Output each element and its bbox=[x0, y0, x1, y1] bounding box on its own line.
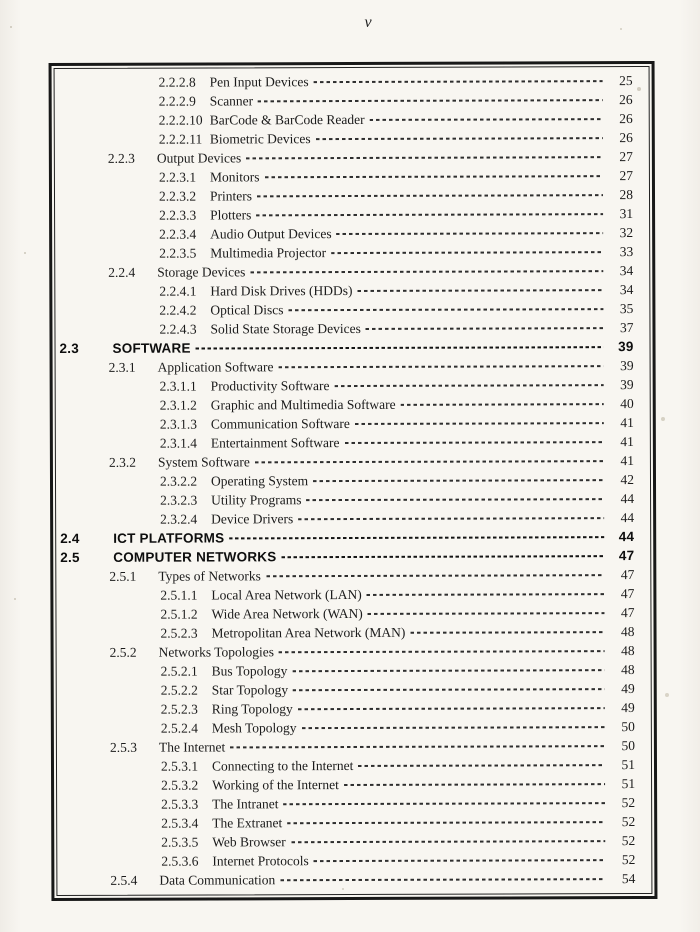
toc-entry-number: 2.5.3.2 bbox=[161, 777, 199, 793]
toc-entry-page: 50 bbox=[621, 719, 635, 735]
toc-row bbox=[56, 603, 650, 624]
toc-entry-title: Device Drivers bbox=[211, 511, 294, 527]
toc-entry-page: 47 bbox=[618, 548, 635, 564]
toc-entry-number: 2.2.4.2 bbox=[159, 302, 197, 318]
toc-row bbox=[55, 147, 649, 168]
toc-row bbox=[55, 242, 649, 263]
toc-entry-number: 2.3.2.2 bbox=[159, 473, 198, 489]
toc-entry-title: Scanner bbox=[209, 93, 254, 109]
toc-entry-number: 2.5.2.3 bbox=[160, 625, 198, 641]
toc-entry-number: 2.3.1.4 bbox=[159, 435, 198, 451]
toc-entry-page: 37 bbox=[619, 320, 634, 336]
toc-row bbox=[57, 679, 651, 700]
toc-entry-page: 25 bbox=[619, 73, 633, 89]
toc-entry-number: 2.2.2.8 bbox=[158, 74, 196, 90]
toc-entry-number: 2.2.3.4 bbox=[159, 226, 197, 242]
toc-entry-title: Ring Topology bbox=[211, 701, 293, 717]
toc-row bbox=[57, 717, 651, 738]
dot-leader bbox=[335, 384, 604, 387]
toc-row bbox=[55, 223, 649, 244]
toc-entry-title: Multimedia Projector bbox=[210, 245, 327, 261]
toc-entry-title: Local Area Network (LAN) bbox=[211, 586, 362, 603]
toc-row bbox=[56, 527, 650, 548]
toc-entry-title: Communication Software bbox=[210, 416, 350, 432]
dot-leader bbox=[316, 137, 603, 140]
toc-entry-number: 2.2.3.2 bbox=[158, 188, 197, 204]
toc-entry-number: 2.2.3 bbox=[107, 150, 135, 166]
toc-entry-number: 2.3.1.2 bbox=[159, 397, 197, 413]
dot-leader bbox=[368, 612, 605, 615]
toc-entry-page: 39 bbox=[618, 339, 634, 355]
toc-entry-title: Internet Protocols bbox=[212, 853, 309, 869]
dot-leader bbox=[302, 726, 605, 729]
toc-entry-number: 2.5.1.2 bbox=[160, 606, 198, 622]
toc-row bbox=[57, 774, 651, 795]
toc-entry-number: 2.5.3.5 bbox=[161, 834, 199, 850]
toc-entry-page: 48 bbox=[621, 643, 635, 659]
toc-entry-number: 2.2.2.11 bbox=[158, 131, 203, 147]
toc-entry-number: 2.2.2.9 bbox=[158, 93, 196, 109]
toc-entry-title: Storage Devices bbox=[157, 264, 246, 280]
dot-leader bbox=[344, 783, 605, 786]
toc-row bbox=[55, 299, 649, 320]
toc-entry-number: 2.5.3.4 bbox=[161, 815, 199, 831]
toc-entry-page: 39 bbox=[620, 358, 634, 374]
toc-row bbox=[55, 90, 649, 111]
toc-entry-title: Connecting to the Internet bbox=[211, 758, 354, 774]
toc-row bbox=[56, 508, 650, 529]
toc-entry-title: Types of Networks bbox=[158, 568, 261, 584]
toc-entry-title: System Software bbox=[157, 454, 250, 470]
toc-row bbox=[57, 641, 651, 662]
toc-entry-number: 2.5.4 bbox=[110, 872, 138, 888]
toc-entry-title: Biometric Devices bbox=[209, 131, 311, 147]
dot-leader bbox=[314, 859, 606, 862]
toc-entry-title: Web Browser bbox=[212, 834, 286, 850]
toc-entry-number: 2.3.2.3 bbox=[160, 492, 198, 508]
page-number-folio: v bbox=[364, 14, 372, 31]
toc-entry-title: Entertainment Software bbox=[210, 435, 340, 451]
toc-row bbox=[57, 869, 651, 890]
toc-entry-page: 51 bbox=[621, 757, 636, 773]
toc-entry-title: ICT PLATFORMS bbox=[113, 530, 225, 546]
dot-leader bbox=[401, 403, 604, 406]
dot-leader bbox=[230, 745, 605, 748]
dot-leader bbox=[337, 232, 604, 235]
toc-entry-page: 48 bbox=[621, 662, 635, 678]
dot-leader bbox=[298, 517, 604, 520]
toc-entry-page: 44 bbox=[620, 491, 635, 507]
toc-row bbox=[57, 831, 651, 852]
toc-entry-page: 47 bbox=[620, 605, 635, 621]
toc-row bbox=[56, 489, 650, 510]
toc-entry-title: Networks Topologies bbox=[158, 644, 275, 660]
toc-entry-title: Graphic and Multimedia Software bbox=[210, 396, 396, 413]
page-border-inner-rule bbox=[54, 66, 653, 896]
toc-entry-number: 2.5.3.6 bbox=[161, 853, 199, 869]
toc-row bbox=[56, 432, 650, 453]
toc-entry-number: 2.5.2 bbox=[109, 644, 137, 660]
dot-leader bbox=[255, 460, 604, 463]
toc-entry-page: 33 bbox=[619, 244, 634, 260]
toc-row bbox=[55, 71, 649, 92]
toc-row bbox=[57, 812, 651, 833]
toc-row bbox=[56, 584, 650, 605]
dot-leader bbox=[291, 840, 605, 843]
toc-entry-title: Working of the Internet bbox=[212, 777, 339, 793]
toc-entry-page: 34 bbox=[619, 282, 634, 298]
toc-entry-page: 52 bbox=[621, 795, 636, 811]
toc-entry-page: 44 bbox=[620, 510, 635, 526]
toc-row bbox=[57, 736, 651, 757]
toc-entry-number: 2.3.1.1 bbox=[159, 378, 197, 394]
toc-entry-page: 48 bbox=[621, 624, 635, 640]
toc-entry-page: 49 bbox=[621, 681, 635, 697]
toc-entry-number: 2.5.1.1 bbox=[160, 587, 198, 603]
toc-entry-number: 2.2.4.1 bbox=[159, 283, 197, 299]
dot-leader bbox=[366, 327, 604, 330]
toc-entry-title: Solid State Storage Devices bbox=[210, 320, 361, 337]
dot-leader bbox=[355, 422, 604, 425]
toc-entry-title: SOFTWARE bbox=[112, 340, 191, 356]
toc-entry-page: 41 bbox=[620, 453, 634, 469]
dot-leader bbox=[278, 365, 603, 368]
toc-entry-page: 40 bbox=[620, 396, 634, 412]
toc-entry-page: 28 bbox=[619, 187, 634, 203]
toc-entry-title: Application Software bbox=[157, 359, 274, 375]
toc-entry-title: Pen Input Devices bbox=[209, 74, 309, 90]
toc-row bbox=[56, 470, 650, 491]
toc-entry-page: 26 bbox=[619, 92, 633, 108]
toc-entry-number: 2.2.3.1 bbox=[158, 169, 197, 185]
dot-leader bbox=[289, 308, 604, 311]
dot-leader bbox=[281, 555, 604, 559]
table-of-contents bbox=[55, 71, 652, 890]
dot-leader bbox=[264, 175, 602, 178]
toc-entry-number: 2.5.2.3 bbox=[160, 701, 198, 717]
toc-entry-page: 31 bbox=[619, 206, 634, 222]
toc-entry-number: 2.5.3.3 bbox=[161, 796, 199, 812]
toc-entry-title: Operating System bbox=[210, 473, 309, 489]
dot-leader bbox=[344, 441, 603, 444]
toc-entry-page: 41 bbox=[620, 415, 634, 431]
toc-entry-title: Optical Discs bbox=[210, 302, 284, 318]
toc-entry-page: 47 bbox=[620, 567, 635, 583]
toc-entry-title: Output Devices bbox=[156, 150, 242, 166]
toc-entry-number: 2.3.2.4 bbox=[160, 511, 198, 527]
toc-entry-title: Monitors bbox=[209, 169, 260, 185]
toc-entry-number: 2.5.2.1 bbox=[160, 663, 198, 679]
toc-entry-number: 2.5 bbox=[60, 549, 80, 566]
toc-entry-number: 2.5.2.4 bbox=[160, 720, 199, 736]
toc-entry-number: 2.3.2 bbox=[108, 454, 136, 470]
toc-row bbox=[57, 793, 651, 814]
toc-entry-number: 2.5.1 bbox=[109, 568, 137, 584]
toc-row bbox=[56, 356, 650, 377]
toc-entry-number: 2.3.1.3 bbox=[159, 416, 197, 432]
dot-leader bbox=[196, 346, 604, 350]
toc-entry-page: 26 bbox=[619, 130, 633, 146]
dot-leader bbox=[313, 479, 604, 482]
toc-row bbox=[57, 698, 651, 719]
toc-row bbox=[55, 185, 649, 206]
toc-entry-number: 2.5.3 bbox=[109, 739, 137, 755]
toc-row bbox=[57, 755, 651, 776]
toc-entry-page: 26 bbox=[619, 111, 633, 127]
toc-entry-number: 2.3 bbox=[59, 340, 79, 357]
dot-leader bbox=[410, 631, 604, 634]
dot-leader bbox=[266, 574, 604, 577]
toc-row bbox=[56, 451, 650, 472]
toc-entry-title: Utility Programs bbox=[211, 492, 302, 508]
toc-entry-title: Productivity Software bbox=[210, 378, 330, 394]
dot-leader bbox=[306, 498, 604, 501]
toc-entry-number: 2.5.3.1 bbox=[160, 758, 199, 774]
toc-entry-title: Plotters bbox=[210, 207, 252, 223]
toc-entry-title: The Extranet bbox=[212, 815, 283, 831]
toc-entry-title: Hard Disk Drives (HDDs) bbox=[210, 283, 353, 299]
toc-row bbox=[56, 622, 650, 643]
toc-entry-title: Mesh Topology bbox=[211, 720, 297, 736]
toc-row bbox=[56, 413, 650, 434]
toc-entry-title: The Intranet bbox=[212, 796, 279, 812]
toc-entry-number: 2.2.3.3 bbox=[159, 207, 197, 223]
toc-entry-title: Data Communication bbox=[159, 872, 276, 888]
toc-entry-page: 51 bbox=[621, 776, 636, 792]
toc-entry-title: Audio Output Devices bbox=[210, 226, 332, 242]
toc-entry-title: COMPUTER NETWORKS bbox=[113, 549, 277, 565]
dot-leader bbox=[357, 289, 603, 292]
page-border-frame bbox=[49, 61, 658, 901]
toc-row bbox=[55, 109, 649, 130]
dot-leader bbox=[280, 878, 605, 881]
toc-entry-page: 41 bbox=[620, 434, 634, 450]
dot-leader bbox=[292, 669, 604, 672]
toc-entry-number: 2.2.4 bbox=[108, 264, 136, 280]
toc-entry-title: Metropolitan Area Network (MAN) bbox=[211, 624, 406, 641]
toc-entry-title: BarCode & BarCode Reader bbox=[209, 111, 365, 128]
dot-leader bbox=[256, 213, 603, 216]
dot-leader bbox=[250, 270, 603, 273]
toc-row bbox=[55, 166, 649, 187]
toc-row bbox=[57, 660, 651, 681]
toc-row bbox=[55, 204, 649, 225]
dot-leader bbox=[287, 821, 605, 824]
toc-entry-page: 27 bbox=[619, 149, 633, 165]
toc-row bbox=[56, 546, 650, 567]
dot-leader bbox=[257, 194, 603, 197]
toc-entry-number: 2.2.2.10 bbox=[158, 112, 203, 128]
toc-entry-page: 27 bbox=[619, 168, 633, 184]
toc-entry-title: Star Topology bbox=[211, 682, 289, 698]
toc-entry-page: 42 bbox=[620, 472, 635, 488]
dot-leader bbox=[370, 118, 603, 121]
dot-leader bbox=[358, 764, 605, 767]
toc-entry-number: 2.2.4.3 bbox=[159, 321, 197, 337]
dot-leader bbox=[298, 707, 605, 710]
toc-entry-title: Printers bbox=[209, 188, 253, 204]
toc-entry-title: Wide Area Network (WAN) bbox=[211, 605, 363, 622]
toc-entry-page: 52 bbox=[621, 814, 636, 830]
dot-leader bbox=[314, 80, 603, 83]
dot-leader bbox=[229, 536, 604, 540]
toc-entry-number: 2.4 bbox=[60, 530, 80, 547]
toc-entry-page: 52 bbox=[621, 833, 636, 849]
toc-entry-page: 50 bbox=[621, 738, 635, 754]
toc-entry-page: 54 bbox=[621, 871, 636, 887]
dot-leader bbox=[246, 156, 603, 159]
toc-entry-page: 44 bbox=[618, 529, 635, 545]
toc-row bbox=[56, 337, 650, 358]
toc-entry-title: The Internet bbox=[158, 739, 226, 755]
toc-entry-page: 32 bbox=[619, 225, 634, 241]
toc-row bbox=[57, 850, 651, 871]
toc-row bbox=[55, 280, 649, 301]
toc-entry-title: Bus Topology bbox=[211, 663, 288, 679]
toc-entry-page: 39 bbox=[620, 377, 634, 393]
toc-entry-page: 35 bbox=[619, 301, 634, 317]
dot-leader bbox=[331, 251, 603, 254]
toc-entry-page: 47 bbox=[620, 586, 635, 602]
toc-row bbox=[56, 565, 650, 586]
dot-leader bbox=[258, 99, 603, 102]
toc-entry-number: 2.5.2.2 bbox=[160, 682, 198, 698]
toc-row bbox=[56, 375, 650, 396]
toc-entry-page: 52 bbox=[621, 852, 636, 868]
toc-row bbox=[55, 261, 649, 282]
toc-entry-number: 2.3.1 bbox=[108, 359, 136, 375]
dot-leader bbox=[283, 802, 605, 805]
toc-entry-page: 34 bbox=[619, 263, 634, 279]
dot-leader bbox=[293, 688, 605, 691]
toc-row bbox=[56, 394, 650, 415]
dot-leader bbox=[367, 593, 605, 596]
toc-entry-number: 2.2.3.5 bbox=[159, 245, 197, 261]
toc-entry-page: 49 bbox=[621, 700, 635, 716]
dot-leader bbox=[279, 650, 605, 653]
toc-row bbox=[55, 318, 649, 339]
toc-row bbox=[55, 128, 649, 149]
